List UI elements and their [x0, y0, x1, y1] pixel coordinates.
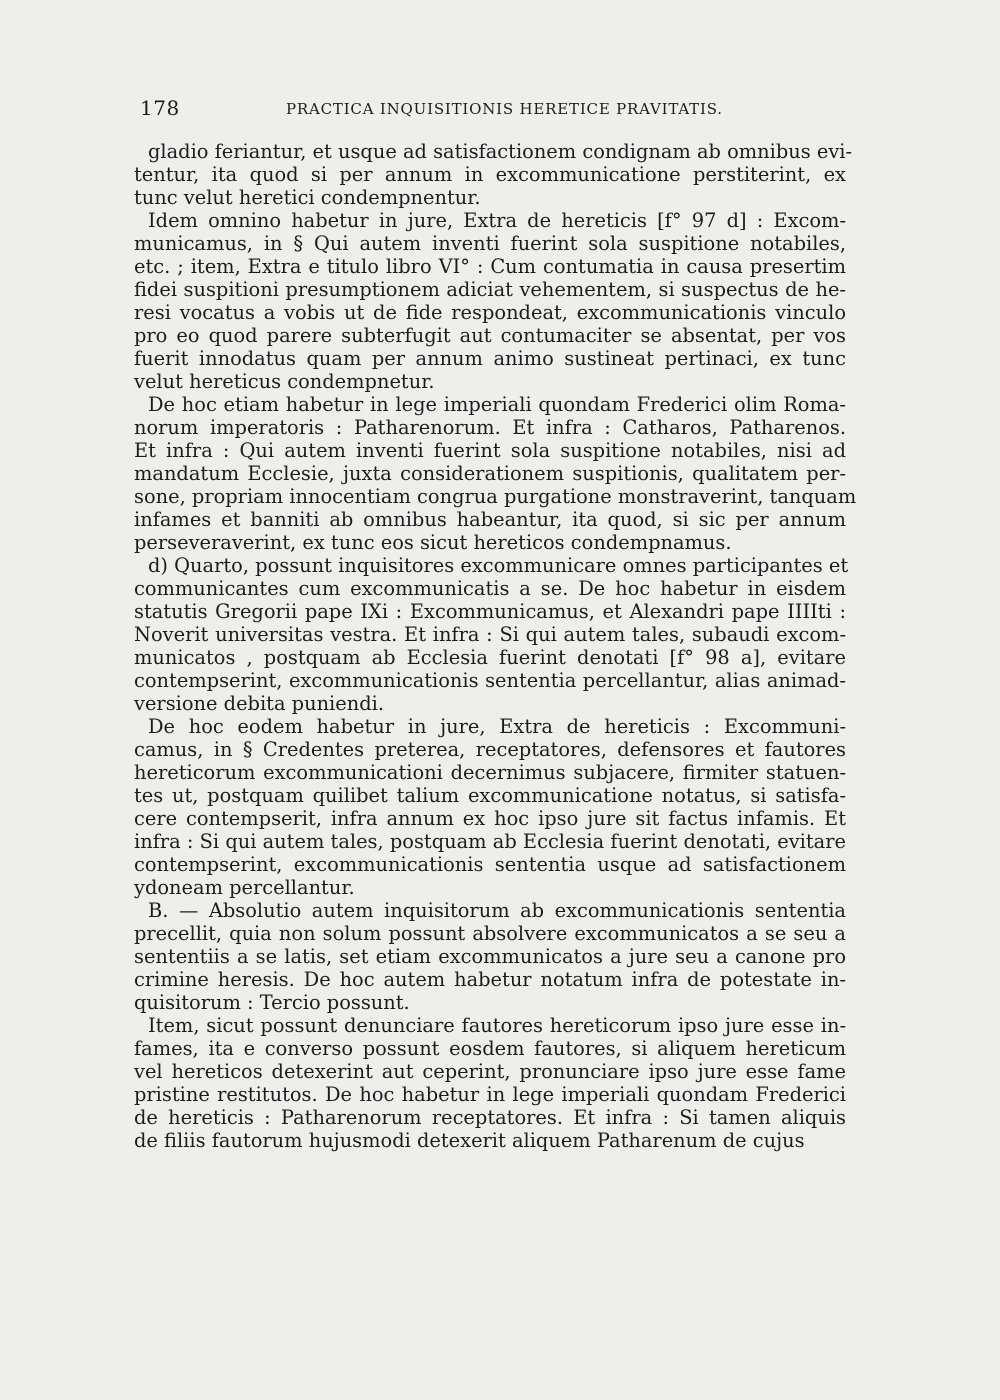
text-line: tes ut, postquam quilibet talium excommunicatione notatus, si satisfa-	[134, 784, 846, 807]
text-line: mandatum Ecclesie, juxta considerationem suspitionis, qualitatem per-	[134, 462, 846, 485]
paragraph	[134, 140, 853, 209]
text-line: etc. ; item, Extra e titulo libro VI° : Cum contumatia in causa presertim	[134, 255, 846, 278]
text-line: Idem omnino habetur in jure, Extra de hereticis [f° 97 d] : Excom-	[148, 209, 846, 232]
running-title: PRACTICA INQUISITIONIS HERETICE PRAVITATIS.	[286, 100, 723, 118]
paragraph	[134, 393, 857, 554]
text-line: precellit, quia non solum possunt absolvere excommunicatos a se seu a	[134, 922, 846, 945]
text-line: sententiis a se latis, set etiam excommunicatos a jure seu a canone pro	[134, 945, 846, 968]
text-line: cere contempserit, infra annum ex hoc ipso jure sit factus infamis. Et	[134, 807, 846, 830]
text-line: communicantes cum excommunicatis a se. De hoc habetur in eisdem	[134, 577, 846, 600]
text-line: versione debita puniendi.	[134, 692, 385, 715]
text-line: pro eo quod parere subterfugit aut contumaciter se absentat, per vos	[134, 324, 846, 347]
text-line: B. — Absolutio autem inquisitorum ab excommunicationis sententia	[148, 899, 846, 922]
text-line: municamus, in § Qui autem inventi fuerint sola suspitione notabiles,	[134, 232, 846, 255]
text-line: d) Quarto, possunt inquisitores excommunicare omnes participantes et	[148, 554, 849, 577]
page-number: 178	[140, 96, 180, 120]
text-line: fames, ita e converso possunt eosdem fautores, si aliquem hereticum	[134, 1037, 846, 1060]
text-line: vel hereticos detexerint aut ceperint, pronunciare ipso jure esse fame	[134, 1060, 846, 1083]
text-line: fuerit innodatus quam per annum animo sustineat pertinaci, ex tunc	[134, 347, 846, 370]
text-line: ydoneam percellantur.	[134, 876, 355, 899]
text-line: pristine restitutos. De hoc habetur in lege imperiali quondam Frederici	[134, 1083, 846, 1106]
text-line: Noverit universitas vestra. Et infra : Si qui autem tales, subaudi excom-	[134, 623, 846, 646]
text-line: infra : Si qui autem tales, postquam ab Ecclesia fuerint denotati, evitare	[134, 830, 846, 853]
text-line: hereticorum excommunicationi decernimus subjacere, firmiter statuen-	[134, 761, 846, 784]
text-line: de hereticis : Patharenorum receptatores. Et infra : Si tamen aliquis	[134, 1106, 846, 1129]
paragraph	[134, 1014, 846, 1152]
text-line: fidei suspitioni presumptionem adiciat vehementem, si suspectus de he-	[134, 278, 846, 301]
text-line: resi vocatus a vobis ut de fide respondeat, excommunicationis vinculo	[134, 301, 846, 324]
text-line: Et infra : Qui autem inventi fuerint sola suspitione notabiles, nisi ad	[134, 439, 846, 462]
text-line: de filiis fautorum hujusmodi detexerit aliquem Patharenum de cujus	[134, 1129, 805, 1152]
text-line: statutis Gregorii pape IXi : Excommunicamus, et Alexandri pape IIIIti :	[134, 600, 846, 623]
text-line: tentur, ita quod si per annum in excommunicatione perstiterint, ex	[134, 163, 846, 186]
text-line: tunc velut heretici condempnentur.	[134, 186, 481, 209]
body-text	[134, 140, 857, 1152]
paragraph	[134, 899, 846, 1014]
text-line: quisitorum : Tercio possunt.	[134, 991, 410, 1014]
text-line: norum imperatoris : Patharenorum. Et infra : Catharos, Patharenos.	[134, 416, 846, 439]
text-line: crimine heresis. De hoc autem habetur notatum infra de potestate in-	[134, 968, 846, 991]
text-line: contempserint, excommunicationis sententia percellantur, alias animad-	[134, 669, 846, 692]
text-line: infames et banniti ab omnibus habeantur, ita quod, si sic per annum	[134, 508, 846, 531]
text-line: contempserint, excommunicationis sententia usque ad satisfactionem	[134, 853, 846, 876]
text-line: perseveraverint, ex tunc eos sicut hereticos condempnamus.	[134, 531, 732, 554]
text-line: camus, in § Credentes preterea, receptatores, defensores et fautores	[134, 738, 846, 761]
text-line: De hoc etiam habetur in lege imperiali quondam Frederici olim Roma-	[148, 393, 846, 416]
text-line: Item, sicut possunt denunciare fautores hereticorum ipso jure esse in-	[148, 1014, 846, 1037]
text-line: gladio feriantur, et usque ad satisfactionem condignam ab omnibus evi-	[148, 140, 853, 163]
paragraph	[134, 715, 846, 899]
paragraph	[134, 209, 846, 393]
text-line: velut hereticus condempnetur.	[134, 370, 435, 393]
text-line: sone, propriam innocentiam congrua purgatione monstraverint, tanquam	[134, 485, 857, 508]
text-line: municatos , postquam ab Ecclesia fuerint denotati [f° 98 a], evitare	[134, 646, 846, 669]
text-line: De hoc eodem habetur in jure, Extra de hereticis : Excommuni-	[148, 715, 846, 738]
paragraph	[134, 554, 849, 715]
